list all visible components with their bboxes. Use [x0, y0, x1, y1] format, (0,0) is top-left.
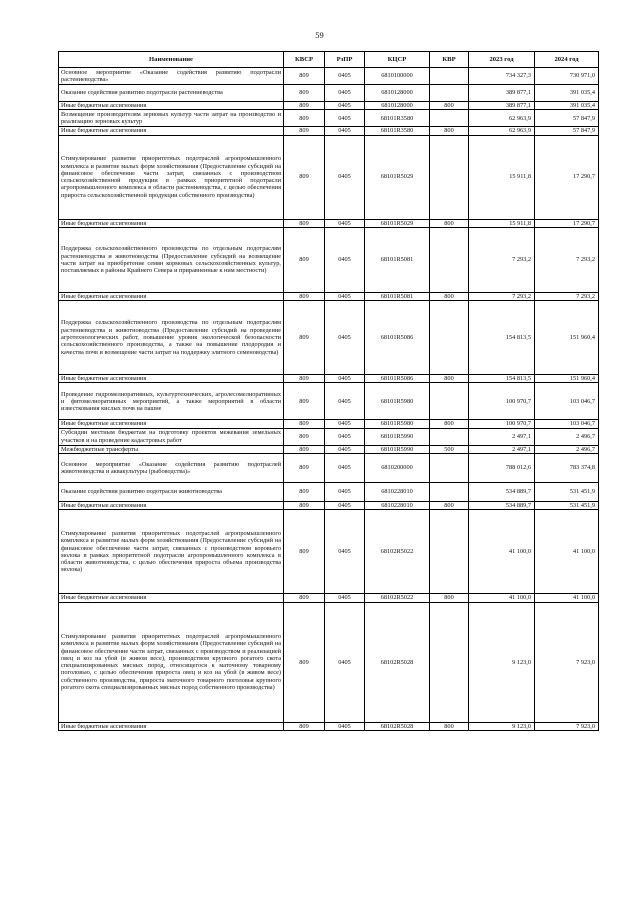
table-row [59, 722, 599, 730]
table-row [59, 428, 599, 445]
table-row [59, 383, 599, 420]
row-rzpr: 0405 [325, 483, 365, 502]
budget-table [58, 51, 599, 731]
row-kvr [430, 428, 469, 445]
row-name: Иные бюджетные ассигнования [59, 219, 284, 227]
row-rzpr: 0405 [325, 68, 365, 85]
row-kvsr: 809 [284, 594, 325, 602]
row-name: Стимулирование развития приоритетных подотраслей агропромышленного комплекса и развитие малых форм хозяйствования (Предоставление субсидий на финансовое обеспечение части затрат, связанных с производством сельскохозяйственной продукции в рамках приоритетной подотрасли агропромышленного комплекса в области растениеводства, с целью обеспечения прироста сельскохозяйственной продукции собственного производства) [59, 135, 284, 219]
table-row [59, 510, 599, 594]
row-name: Поддержка сельскохозяйственного производства по отдельным подотраслям растениеводства и животноводства (Предоставление субсидий на возмещение части затрат на приобретение семян кормовых сельскохозяйственных культур, поставляемых в районы Крайнего Севера и приравненные к ним местности) [59, 227, 284, 292]
table-row [59, 227, 599, 292]
row-amount-2023: 788 012,6 [469, 454, 535, 483]
table-row [59, 445, 599, 453]
row-kcsr: 68101R5029 [365, 135, 430, 219]
row-kcsr: 68101R5081 [365, 227, 430, 292]
row-amount-2024: 2 496,7 [535, 445, 599, 453]
row-kvsr: 809 [284, 383, 325, 420]
row-kvr: 800 [430, 594, 469, 602]
row-rzpr: 0405 [325, 292, 365, 300]
row-rzpr: 0405 [325, 301, 365, 375]
row-amount-2024: 151 960,4 [535, 375, 599, 383]
table-row [59, 85, 599, 102]
table-row [59, 102, 599, 110]
row-amount-2023: 389 877,1 [469, 102, 535, 110]
row-amount-2023: 62 963,9 [469, 110, 535, 127]
row-amount-2024: 391 035,4 [535, 85, 599, 102]
header-name: Наименование [59, 52, 284, 68]
row-kcsr: 68102R5028 [365, 722, 430, 730]
row-amount-2024: 57 847,9 [535, 110, 599, 127]
row-name: Иные бюджетные ассигнования [59, 502, 284, 510]
row-kvsr: 809 [284, 502, 325, 510]
row-kcsr: 6810128000 [365, 102, 430, 110]
row-kvr: 800 [430, 292, 469, 300]
row-rzpr: 0405 [325, 454, 365, 483]
row-amount-2024: 17 290,7 [535, 135, 599, 219]
header-rzpr: РзПР [325, 52, 365, 68]
table-row [59, 483, 599, 502]
row-amount-2024: 7 293,2 [535, 227, 599, 292]
row-name: Иные бюджетные ассигнования [59, 102, 284, 110]
row-amount-2023: 9 123,0 [469, 602, 535, 722]
row-kcsr: 6810200000 [365, 454, 430, 483]
row-rzpr: 0405 [325, 85, 365, 102]
row-kvsr: 809 [284, 420, 325, 428]
row-amount-2023: 534 889,7 [469, 483, 535, 502]
row-name: Межбюджетные трансферты [59, 445, 284, 453]
row-kvr [430, 301, 469, 375]
row-kvsr: 809 [284, 454, 325, 483]
row-kvsr: 809 [284, 722, 325, 730]
row-kvr [430, 227, 469, 292]
row-kvsr: 809 [284, 110, 325, 127]
row-kvsr: 809 [284, 510, 325, 594]
row-amount-2024: 783 374,8 [535, 454, 599, 483]
row-kvr: 800 [430, 722, 469, 730]
row-kvsr: 809 [284, 227, 325, 292]
row-amount-2023: 15 911,8 [469, 219, 535, 227]
row-amount-2023: 41 100,0 [469, 510, 535, 594]
row-name: Иные бюджетные ассигнования [59, 292, 284, 300]
row-kcsr: 68102R5028 [365, 602, 430, 722]
row-kvr [430, 110, 469, 127]
row-amount-2023: 9 123,0 [469, 722, 535, 730]
row-amount-2024: 531 451,9 [535, 483, 599, 502]
table-row [59, 68, 599, 85]
table-row [59, 594, 599, 602]
table-row [59, 292, 599, 300]
row-rzpr: 0405 [325, 110, 365, 127]
row-amount-2023: 2 497,1 [469, 428, 535, 445]
row-rzpr: 0405 [325, 102, 365, 110]
row-rzpr: 0405 [325, 445, 365, 453]
row-kvr: 800 [430, 420, 469, 428]
row-name: Стимулирование развития приоритетных подотраслей агропромышленного комплекса и развитие малых форм хозяйствования (Предоставление субсидий на финансовое обеспечение части затрат, связанных с производством и реализацией овец и коз на убой (в живом весе), производством крупного рогатого скота специализированных мясных пород, относящегося к маточному товарному поголовью, с целью обеспечения прироста овец и коз на убой (в живом весе) собственного производства, прироста маточного товарного поголовья крупного рогатого скота специализированных мясных пород собственного производства) [59, 602, 284, 722]
row-amount-2023: 62 963,9 [469, 127, 535, 135]
row-kcsr: 6810128000 [365, 85, 430, 102]
row-name: Основное мероприятие «Оказание содействия развитию подотраслей животноводства и аквакультуры (рыбоводства)» [59, 454, 284, 483]
row-rzpr: 0405 [325, 510, 365, 594]
row-kvsr: 809 [284, 135, 325, 219]
table-row [59, 502, 599, 510]
row-rzpr: 0405 [325, 135, 365, 219]
row-name: Оказание содействия развитию подотрасли животноводства [59, 483, 284, 502]
row-kcsr: 68101R5086 [365, 375, 430, 383]
table-row [59, 127, 599, 135]
row-name: Стимулирование развития приоритетных подотраслей агропромышленного комплекса и развитие малых форм хозяйствования (Предоставление субсидий на финансовое обеспечение части затрат, связанных с производством коровьего молока в рамках приоритетной подотрасли агропромышленного комплекса в области животноводства, с целью обеспечения прироста объема производства молока) [59, 510, 284, 594]
row-amount-2023: 7 293,2 [469, 292, 535, 300]
row-kvr: 800 [430, 102, 469, 110]
row-kvsr: 809 [284, 292, 325, 300]
row-amount-2024: 41 100,0 [535, 510, 599, 594]
row-kvsr: 809 [284, 375, 325, 383]
header-kvr: КВР [430, 52, 469, 68]
row-name: Иные бюджетные ассигнования [59, 420, 284, 428]
table-row [59, 602, 599, 722]
row-amount-2023: 534 889,7 [469, 502, 535, 510]
row-amount-2024: 41 100,0 [535, 594, 599, 602]
row-amount-2024: 7 293,2 [535, 292, 599, 300]
row-rzpr: 0405 [325, 383, 365, 420]
header-2023: 2023 год [469, 52, 535, 68]
row-name: Иные бюджетные ассигнования [59, 375, 284, 383]
row-amount-2023: 2 497,1 [469, 445, 535, 453]
row-kvr [430, 68, 469, 85]
table-header-row [59, 52, 599, 68]
row-amount-2024: 17 290,7 [535, 219, 599, 227]
table-row [59, 301, 599, 375]
row-amount-2023: 389 877,1 [469, 85, 535, 102]
header-kvsr: КВСР [284, 52, 325, 68]
row-kvr [430, 85, 469, 102]
row-kvr [430, 135, 469, 219]
row-amount-2024: 531 451,9 [535, 502, 599, 510]
row-kvr: 500 [430, 445, 469, 453]
row-kcsr: 6810228010 [365, 502, 430, 510]
row-kvr: 800 [430, 219, 469, 227]
row-amount-2023: 100 970,7 [469, 420, 535, 428]
row-name: Оказание содействия развитию подотрасли растениеводства [59, 85, 284, 102]
row-amount-2023: 154 813,5 [469, 301, 535, 375]
table-row [59, 219, 599, 227]
row-kvr [430, 454, 469, 483]
row-kvr: 800 [430, 375, 469, 383]
row-kvr [430, 383, 469, 420]
table-row [59, 375, 599, 383]
row-rzpr: 0405 [325, 227, 365, 292]
row-kvr [430, 510, 469, 594]
row-kvr: 800 [430, 502, 469, 510]
row-kcsr: 68101R5990 [365, 428, 430, 445]
row-name: Иные бюджетные ассигнования [59, 594, 284, 602]
row-rzpr: 0405 [325, 219, 365, 227]
row-rzpr: 0405 [325, 428, 365, 445]
row-amount-2023: 154 813,5 [469, 375, 535, 383]
row-kvsr: 809 [284, 602, 325, 722]
row-kvsr: 809 [284, 127, 325, 135]
row-rzpr: 0405 [325, 602, 365, 722]
header-kcsr: КЦСР [365, 52, 430, 68]
row-kvsr: 809 [284, 483, 325, 502]
row-kvr: 800 [430, 127, 469, 135]
row-rzpr: 0405 [325, 594, 365, 602]
row-rzpr: 0405 [325, 722, 365, 730]
row-name: Проведение гидромелиоративных, культуртехнических, агролесомелиоративных и фитомелиоративных мероприятий, а также мероприятий в области известкования кислых почв на пашне [59, 383, 284, 420]
row-amount-2024: 2 496,7 [535, 428, 599, 445]
row-amount-2024: 151 960,4 [535, 301, 599, 375]
row-kcsr: 68101R5990 [365, 445, 430, 453]
table-row [59, 135, 599, 219]
row-amount-2024: 103 046,7 [535, 420, 599, 428]
row-kvsr: 809 [284, 428, 325, 445]
row-amount-2024: 57 847,9 [535, 127, 599, 135]
row-amount-2023: 734 327,3 [469, 68, 535, 85]
row-name: Иные бюджетные ассигнования [59, 127, 284, 135]
row-kcsr: 68101R5081 [365, 292, 430, 300]
row-name: Возмещение производителям зерновых культур части затрат на производство и реализацию зерновых культур [59, 110, 284, 127]
row-amount-2024: 7 923,0 [535, 722, 599, 730]
row-kvsr: 809 [284, 85, 325, 102]
header-2024: 2024 год [535, 52, 599, 68]
row-kvr [430, 483, 469, 502]
row-kcsr: 68102R5022 [365, 510, 430, 594]
row-kvsr: 809 [284, 68, 325, 85]
row-amount-2024: 391 035,4 [535, 102, 599, 110]
row-rzpr: 0405 [325, 502, 365, 510]
row-kcsr: 68101R5086 [365, 301, 430, 375]
table-row [59, 454, 599, 483]
row-rzpr: 0405 [325, 420, 365, 428]
row-amount-2024: 7 923,0 [535, 602, 599, 722]
row-kcsr: 68101R5980 [365, 420, 430, 428]
row-kcsr: 68101R3580 [365, 127, 430, 135]
row-kvsr: 809 [284, 301, 325, 375]
row-amount-2023: 7 293,2 [469, 227, 535, 292]
table-row [59, 420, 599, 428]
row-amount-2024: 103 046,7 [535, 383, 599, 420]
row-kcsr: 6810228010 [365, 483, 430, 502]
row-kvr [430, 602, 469, 722]
row-name: Поддержка сельскохозяйственного производства по отдельным подотраслям растениеводства и животноводства (Предоставление субсидий на проведение агротехнологических работ, повышение уровня экологической безопасности сельскохозяйственного производства, а также на повышение плодородия и качества почв и возмещение части затрат на поддержку элитного семеноводства) [59, 301, 284, 375]
row-kcsr: 6810100000 [365, 68, 430, 85]
row-name: Иные бюджетные ассигнования [59, 722, 284, 730]
row-kvsr: 809 [284, 445, 325, 453]
row-amount-2023: 41 100,0 [469, 594, 535, 602]
page-number: 59 [315, 30, 324, 40]
row-amount-2023: 15 911,8 [469, 135, 535, 219]
row-kcsr: 68101R3580 [365, 110, 430, 127]
row-rzpr: 0405 [325, 375, 365, 383]
row-name: Основное мероприятие «Оказание содействия развитию подотрасли растениеводства» [59, 68, 284, 85]
row-kvsr: 809 [284, 102, 325, 110]
row-kcsr: 68102R5022 [365, 594, 430, 602]
row-kvsr: 809 [284, 219, 325, 227]
row-rzpr: 0405 [325, 127, 365, 135]
row-kcsr: 68101R5980 [365, 383, 430, 420]
row-name: Субсидии местным бюджетам на подготовку проектов межевания земельных участков и на проведение кадастровых работ [59, 428, 284, 445]
table-row [59, 110, 599, 127]
row-kcsr: 68101R5029 [365, 219, 430, 227]
row-amount-2024: 730 971,0 [535, 68, 599, 85]
row-amount-2023: 100 970,7 [469, 383, 535, 420]
